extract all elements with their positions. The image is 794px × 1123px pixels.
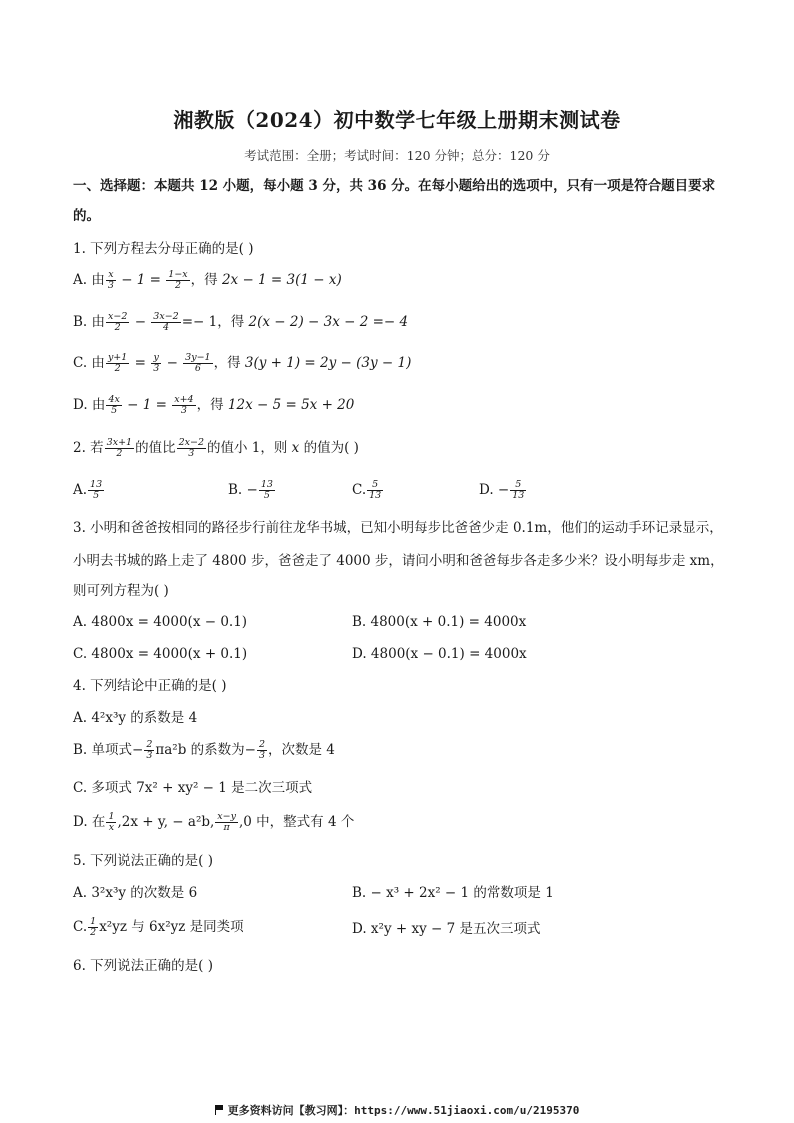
q1-option-b: B. 由 $\frac{x-2}{2}$ − $\frac{3x-2}{4}$ =− 1，得 2(x − 2) − 3x − 2 =− 4 (73, 311, 409, 333)
q1-option-a: A. 由 $\frac{x}{3}$ − 1 = $\frac{1-x}{2}$ ，得 2x − 1 = 3(1 − x) (73, 269, 342, 291)
question-5-stem: 5. 下列说法正确的是( ) (73, 853, 213, 869)
q2-option-d: D. − $\frac{5}{13}$ (479, 479, 525, 501)
section-heading: 一、选择题：本题共 12 小题，每小题 3 分，共 36 分。在每小题给出的选项中，只有一项是符合题目要求 (73, 178, 716, 194)
page-title: 湘教版（2024）初中数学七年级上册期末测试卷 (173, 108, 621, 132)
q1-option-d: D. 由 $\frac{4x}{5}$ − 1 = $\frac{x+4}{3}$ ，得 12x − 5 = 5x + 20 (73, 394, 355, 416)
question-3-stem-cont: 小明去书城的路上走了 4800 步，爸爸走了 4000 步，请问小明和爸爸每步各走多少米？设小明每步走 xm， (73, 553, 724, 569)
q3-option-d: D. 4800(x − 0.1) = 4000x (352, 646, 527, 662)
q3-option-c: C. 4800x = 4000(x + 0.1) (73, 646, 248, 662)
question-6-stem: 6. 下列说法正确的是( ) (73, 958, 213, 974)
flag-icon (215, 1105, 224, 1115)
footer-link[interactable] (0, 1102, 794, 1118)
question-1-stem: 1. 下列方程去分母正确的是( ) (73, 241, 254, 257)
question-3-stem: 3. 小明和爸爸按相同的路径步行前往龙华书城，已知小明每步比爸爸少走 0.1m，他们的运动手环记录显示， (73, 520, 723, 536)
question-4-stem: 4. 下列结论中正确的是( ) (73, 678, 227, 694)
q4-option-d: D. 在 $\frac{1}{x}$ ,2x + y, − a²b, $\frac{x-y}{\pi}$ ,0 中，整式有 4 个 (73, 811, 355, 833)
footer-text: 更多资料访问【教习网】：https://www.51jiaoxi.com/u/2195370 (227, 1104, 580, 1117)
q5-option-c: C. $\frac{1}{2}$ x²yz 与 6x²yz 是同类项 (73, 916, 244, 938)
q5-option-d: D. x²y + xy − 7 是五次三项式 (352, 921, 541, 937)
question-2-stem: 2. 若 $\frac{3x+1}{2}$ 的值比 $\frac{2x-2}{3}$ 的值小 1，则 x 的值为( ) (73, 437, 359, 459)
q4-option-b: B. 单项式− $\frac{2}{3}$ πa²b 的系数为− $\frac{2}{3}$ ，次数是 4 (73, 739, 335, 761)
q4-option-a: A. 4²x³y 的系数是 4 (73, 710, 198, 726)
question-3-stem-end: 则可列方程为( ) (73, 583, 169, 599)
q2-option-a: A. $\frac{13}{5}$ (73, 479, 103, 501)
q2-option-c: C. $\frac{5}{13}$ (352, 479, 382, 501)
q5-option-b: B. − x³ + 2x² − 1 的常数项是 1 (352, 885, 554, 901)
section-heading-cont: 的。 (73, 208, 100, 224)
q3-option-a: A. 4800x = 4000(x − 0.1) (73, 614, 248, 630)
q2-option-b: B. − $\frac{13}{5}$ (228, 479, 273, 501)
q5-option-a: A. 3²x³y 的次数是 6 (73, 885, 198, 901)
exam-info: 考试范围：全册；考试时间：120 分钟；总分：120 分 (244, 148, 550, 163)
q4-option-c: C. 多项式 7x² + xy² − 1 是二次三项式 (73, 780, 313, 796)
q3-option-b: B. 4800(x + 0.1) = 4000x (352, 614, 527, 630)
q1-option-c: C. 由 $\frac{y+1}{2}$ = $\frac{y}{3}$ − $\frac{3y-1}{6}$ ，得 3(y + 1) = 2y − (3y − 1) (73, 352, 412, 374)
